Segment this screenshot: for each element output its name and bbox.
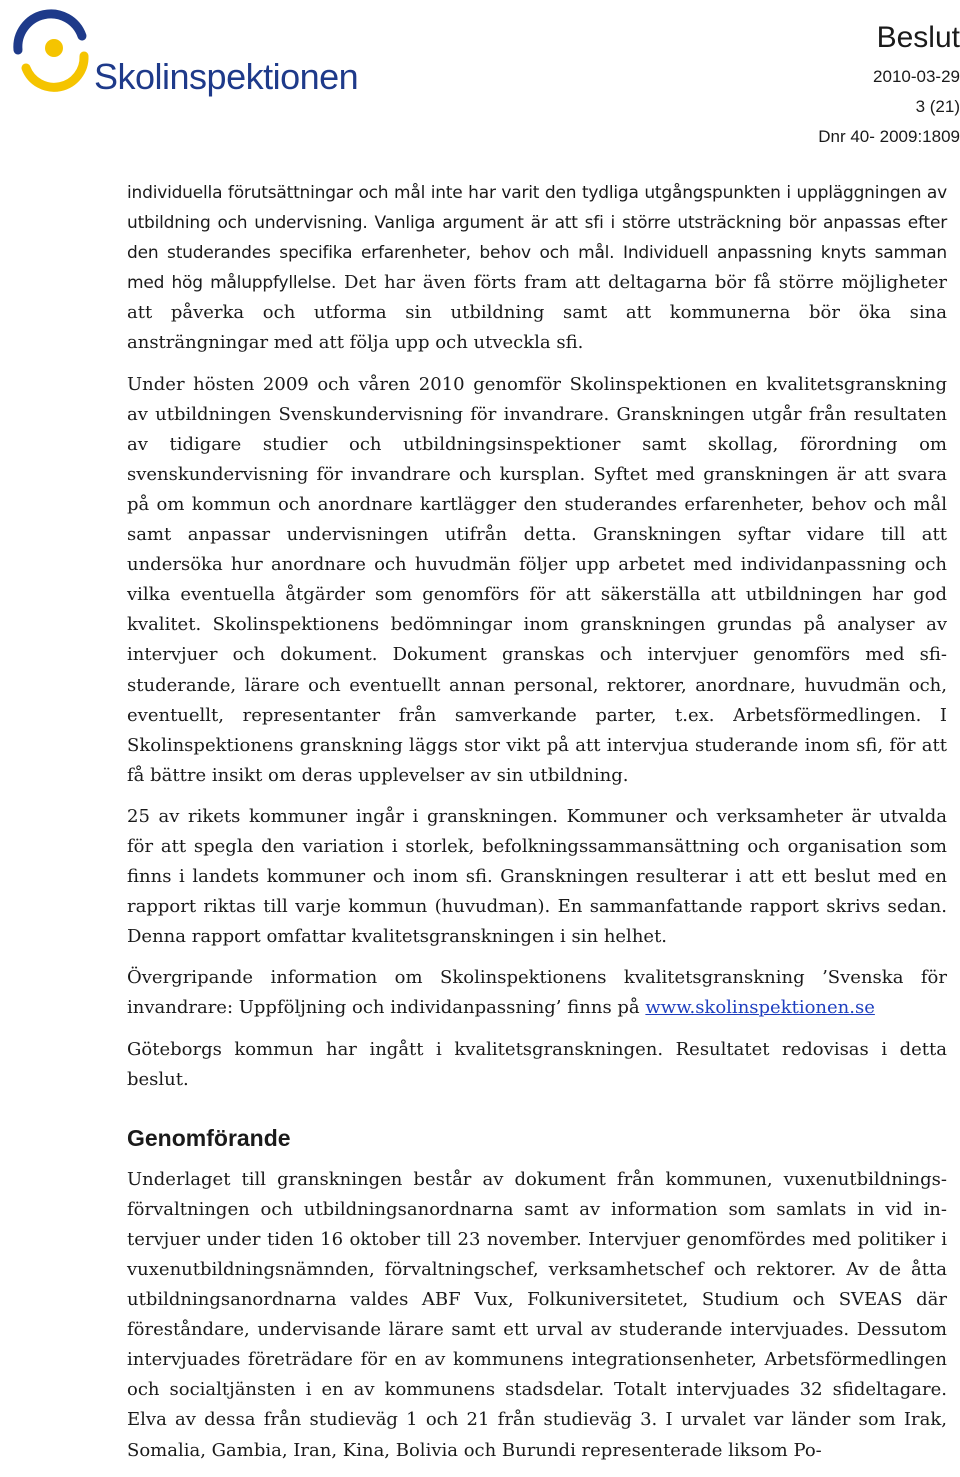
document-type: Beslut	[876, 21, 960, 54]
diary-number: Dnr 40- 2009:1809	[818, 127, 960, 146]
paragraph-5: Göteborgs kommun har ingått i kvalitetsgranskningen. Resultatet redovisas i detta beslut.	[127, 1038, 947, 1090]
skolinspektionen-logo	[6, 6, 359, 97]
paragraph-2: Under hösten 2009 och våren 2010 genomför Skolinspektionen en kvalitetsgranskning av utbildningen Svenskundervisning för invandrare. Granskningen utgår från resultaten av tidigare studier och utbildningsinspektioner samt skollag, förordning om svenskundervisning för invandrare och kursplan. Syftet med granskningen är att svara på om kommun och anordnare kartlägger den studerandes erfarenheter, behov och mål samt anpassar undervisningen utifrån detta. Granskningen syftar vidare till att undersöka hur anordnare och huvudmän följer upp arbetet med individanpassning och vilka eventuella åtgärder som genomförs för att säkerställa att utbildningen har god kvalitet. Skolinspektionens bedömningar inom granskningen grundas på analyser av intervjuer och dokument. Dokument granskas och intervjuer genomförs med sfi-studerande, lärare och eventuellt annan personal, rektorer, anordnare, huvudmän och, eventuellt, representanter från samverkande parter, t.ex. Arbetsförmedlingen. I Skolinspektionens granskning läggs stor vikt på att intervjua studerande inom sfi, för att få bättre insikt om deras upplevelser av sin utbildning.	[127, 373, 947, 786]
document-date: 2010-03-29	[873, 67, 960, 86]
document-header	[818, 20, 960, 152]
skolinspektionen-website-link[interactable]: www.skolinspektionen.se	[645, 997, 875, 1019]
paragraph-1-part-a: individuella förutsättningar och mål inte har varit den tydliga utgångspunkten i uppläggningen av utbildning och undervisning. Vanliga argument är att sfi i större utsträckning bör anpassas efter den studerandes specifika erfarenheter, behov och mål. Individuell anpassning knyts samman med hög måluppfyllelse.	[127, 183, 947, 294]
paragraph-3: 25 av rikets kommuner ingår i granskningen. Kommuner och verksamheter är utvalda för att spegla den variation i storlek, befolkningssammansättning och organisation som finns i landets kommuner och inom sfi. Granskningen resulterar i att ett beslut med en rapport riktas till varje kommun (huvudman). En sammanfattande rapport skrivs sedan. Denna rapport omfattar kvalitetsgranskningen i sin helhet.	[127, 805, 947, 948]
logo-wordmark: Skolinspektionen	[94, 56, 359, 97]
paragraph-1	[127, 178, 947, 359]
section-heading-genomforande: Genomförande	[127, 1124, 291, 1151]
logo-mark-icon	[6, 6, 96, 96]
page-number: 3 (21)	[915, 97, 960, 116]
paragraph-4	[127, 963, 947, 1023]
paragraph-4-text: Övergripande information om Skolinspektionens kvalitetsgranskning ’Svenska för invandrare: Uppföljning och individanpassning’ finns på	[127, 967, 947, 1019]
paragraph-6: Underlaget till granskningen består av dokument från kommunen, vuxenutbildningsförvaltningen och utbildningsanordnarna samt av information som samlats in vid intervjuer under tiden 16 oktober till 23 november. Intervjuer genomfördes med politiker i vuxenutbildningsnämnden, förvaltningschef, verksamhetschef och rektorer. Av de åtta utbildningsanordnarna valdes ABF Vux, Folkuniversitetet, Studium och SVEAS där föreståndare, undervisande lärare samt ett urval av studerande intervjuades. Dessutom intervjuades företrädare för en av kommunens integrationsenheter, Arbetsförmedlingen och socialtjänsten i en av kommunens stadsdelar. Totalt intervjuades 32 sfideltagare. Elva av dessa från studieväg 1 och 21 från studieväg 3. I urvalet var länder som Irak, Somalia, Gambia, Iran, Kina, Bolivia och Burundi representerade liksom Po-	[127, 1168, 947, 1461]
paragraph-1-part-b: Det har även förts fram att deltagarna bör få större möjligheter att påverka och utforma sin utbildning samt att kommunerna bör öka sina ansträngningar med att följa upp och utveckla sfi.	[127, 272, 947, 354]
document-body	[127, 178, 947, 1477]
